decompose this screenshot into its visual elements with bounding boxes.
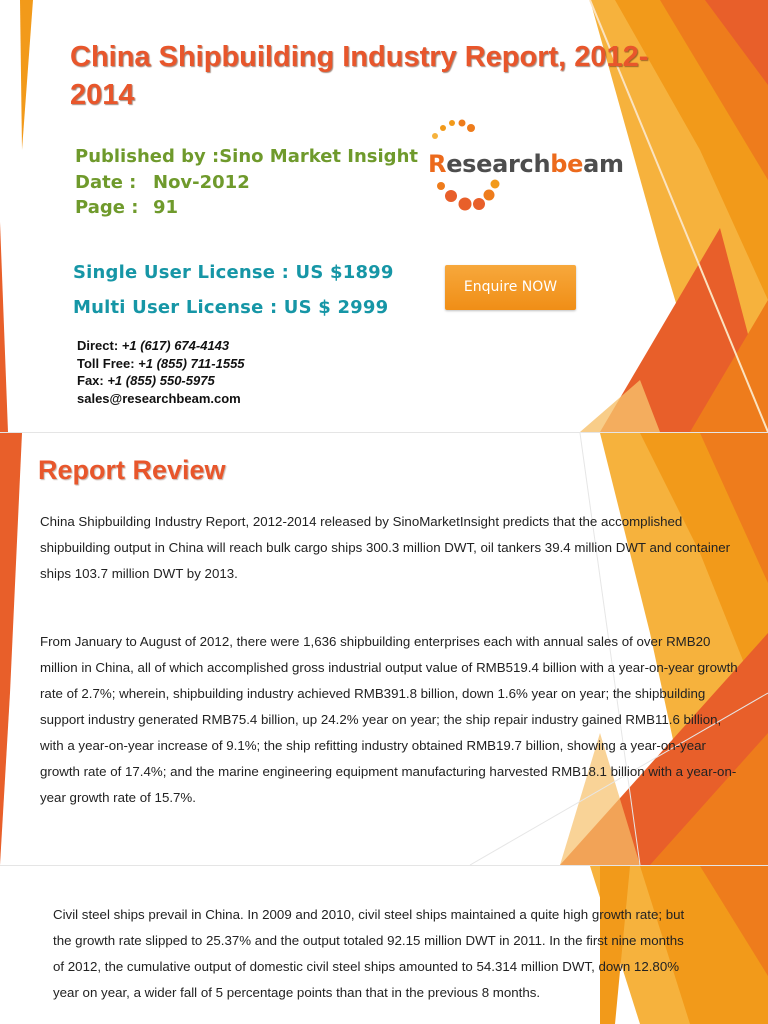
logo-text-esearch: esearch	[446, 150, 551, 178]
date-label: Date :	[75, 171, 137, 193]
logo-text-am: am	[583, 150, 624, 178]
logo-text-r: R	[428, 150, 447, 178]
contact-info	[77, 337, 245, 407]
direct-label: Direct:	[77, 338, 122, 353]
multi-user-license: Multi User License : US $ 2999	[73, 297, 389, 318]
section-heading: Report Review	[38, 455, 226, 485]
fax-label: Fax:	[77, 373, 108, 388]
publication-meta	[75, 144, 418, 221]
review-paragraph-1: China Shipbuilding Industry Report, 2012-2014 released by SinoMarketInsight predicts that the accomplished shipbuilding output in China will reach bulk cargo ships 300.3 million DWT, oil tankers 39.4 million DWT and container ships 103.7 million DWT by 2013.	[40, 514, 731, 581]
date-value: Nov-2012	[153, 171, 250, 193]
page-value: 91	[153, 197, 179, 218]
published-value: Sino Market Insight	[219, 146, 418, 167]
page-label: Page :	[75, 197, 139, 218]
enquire-now-button[interactable]: Enquire NOW	[445, 265, 576, 310]
fax-number: +1 (855) 550-5975	[107, 373, 215, 388]
contact-direct	[77, 337, 245, 355]
tollfree-phone: +1 (855) 711-1555	[138, 355, 245, 371]
review-paragraph-2: From January to August of 2012, there were 1,636 shipbuilding enterprises each with annual sales of over RMB20 million in China, all of which accomplished gross industrial output value of RMB519.4 billion with a year-on-year growth rate of 2.7%; wherein, shipbuilding industry achieved RMB391.8 billion, down 1.6% year on year; the shipbuilding support industry generated RMB75.4 billion, up 24.2% year on year; the ship repair industry gained RMB11.6 billion, with a year-on-year increase of 9.1%; the ship refitting industry obtained RMB19.7 billion, showing a year-on-year growth rate of 17.4%; and the marine engineering equipment manufacturing harvested RMB18.1 billion with a year-on-year growth rate of 15.7%.	[40, 634, 738, 805]
review-paragraph-3: Civil steel ships prevail in China. In 2009 and 2010, civil steel ships maintained a quite high growth rate; but the growth rate slipped to 25.37% and the output totaled 92.15 million DWT in 2011. In the first nine months of 2012, the cumulative output of domestic civil steel ships amounted to 54.314 million DWT, down 12.80% year on year, a wider fall of 5 percentage points than that in the previous 8 months.	[53, 907, 685, 1000]
tollfree-label: Toll Free:	[77, 355, 139, 371]
logo-text-b: b	[550, 150, 568, 178]
slide-continued	[0, 866, 768, 1024]
contact-fax	[77, 372, 245, 390]
report-title: China Shipbuilding Industry Report, 2012-2014	[70, 41, 649, 111]
published-label: Published by :	[75, 146, 220, 167]
single-user-license: Single User License : US $1899	[73, 262, 394, 283]
researchbeam-logo	[425, 118, 645, 228]
direct-phone: +1 (617) 674-4143	[121, 338, 230, 353]
slide-report-review	[0, 433, 768, 865]
contact-tollfree	[77, 355, 245, 373]
contact-email[interactable]: sales@researchbeam.com	[77, 390, 241, 406]
logo-wordmark	[428, 150, 624, 178]
logo-text-e: e	[567, 150, 584, 178]
slide-cover	[0, 0, 768, 432]
